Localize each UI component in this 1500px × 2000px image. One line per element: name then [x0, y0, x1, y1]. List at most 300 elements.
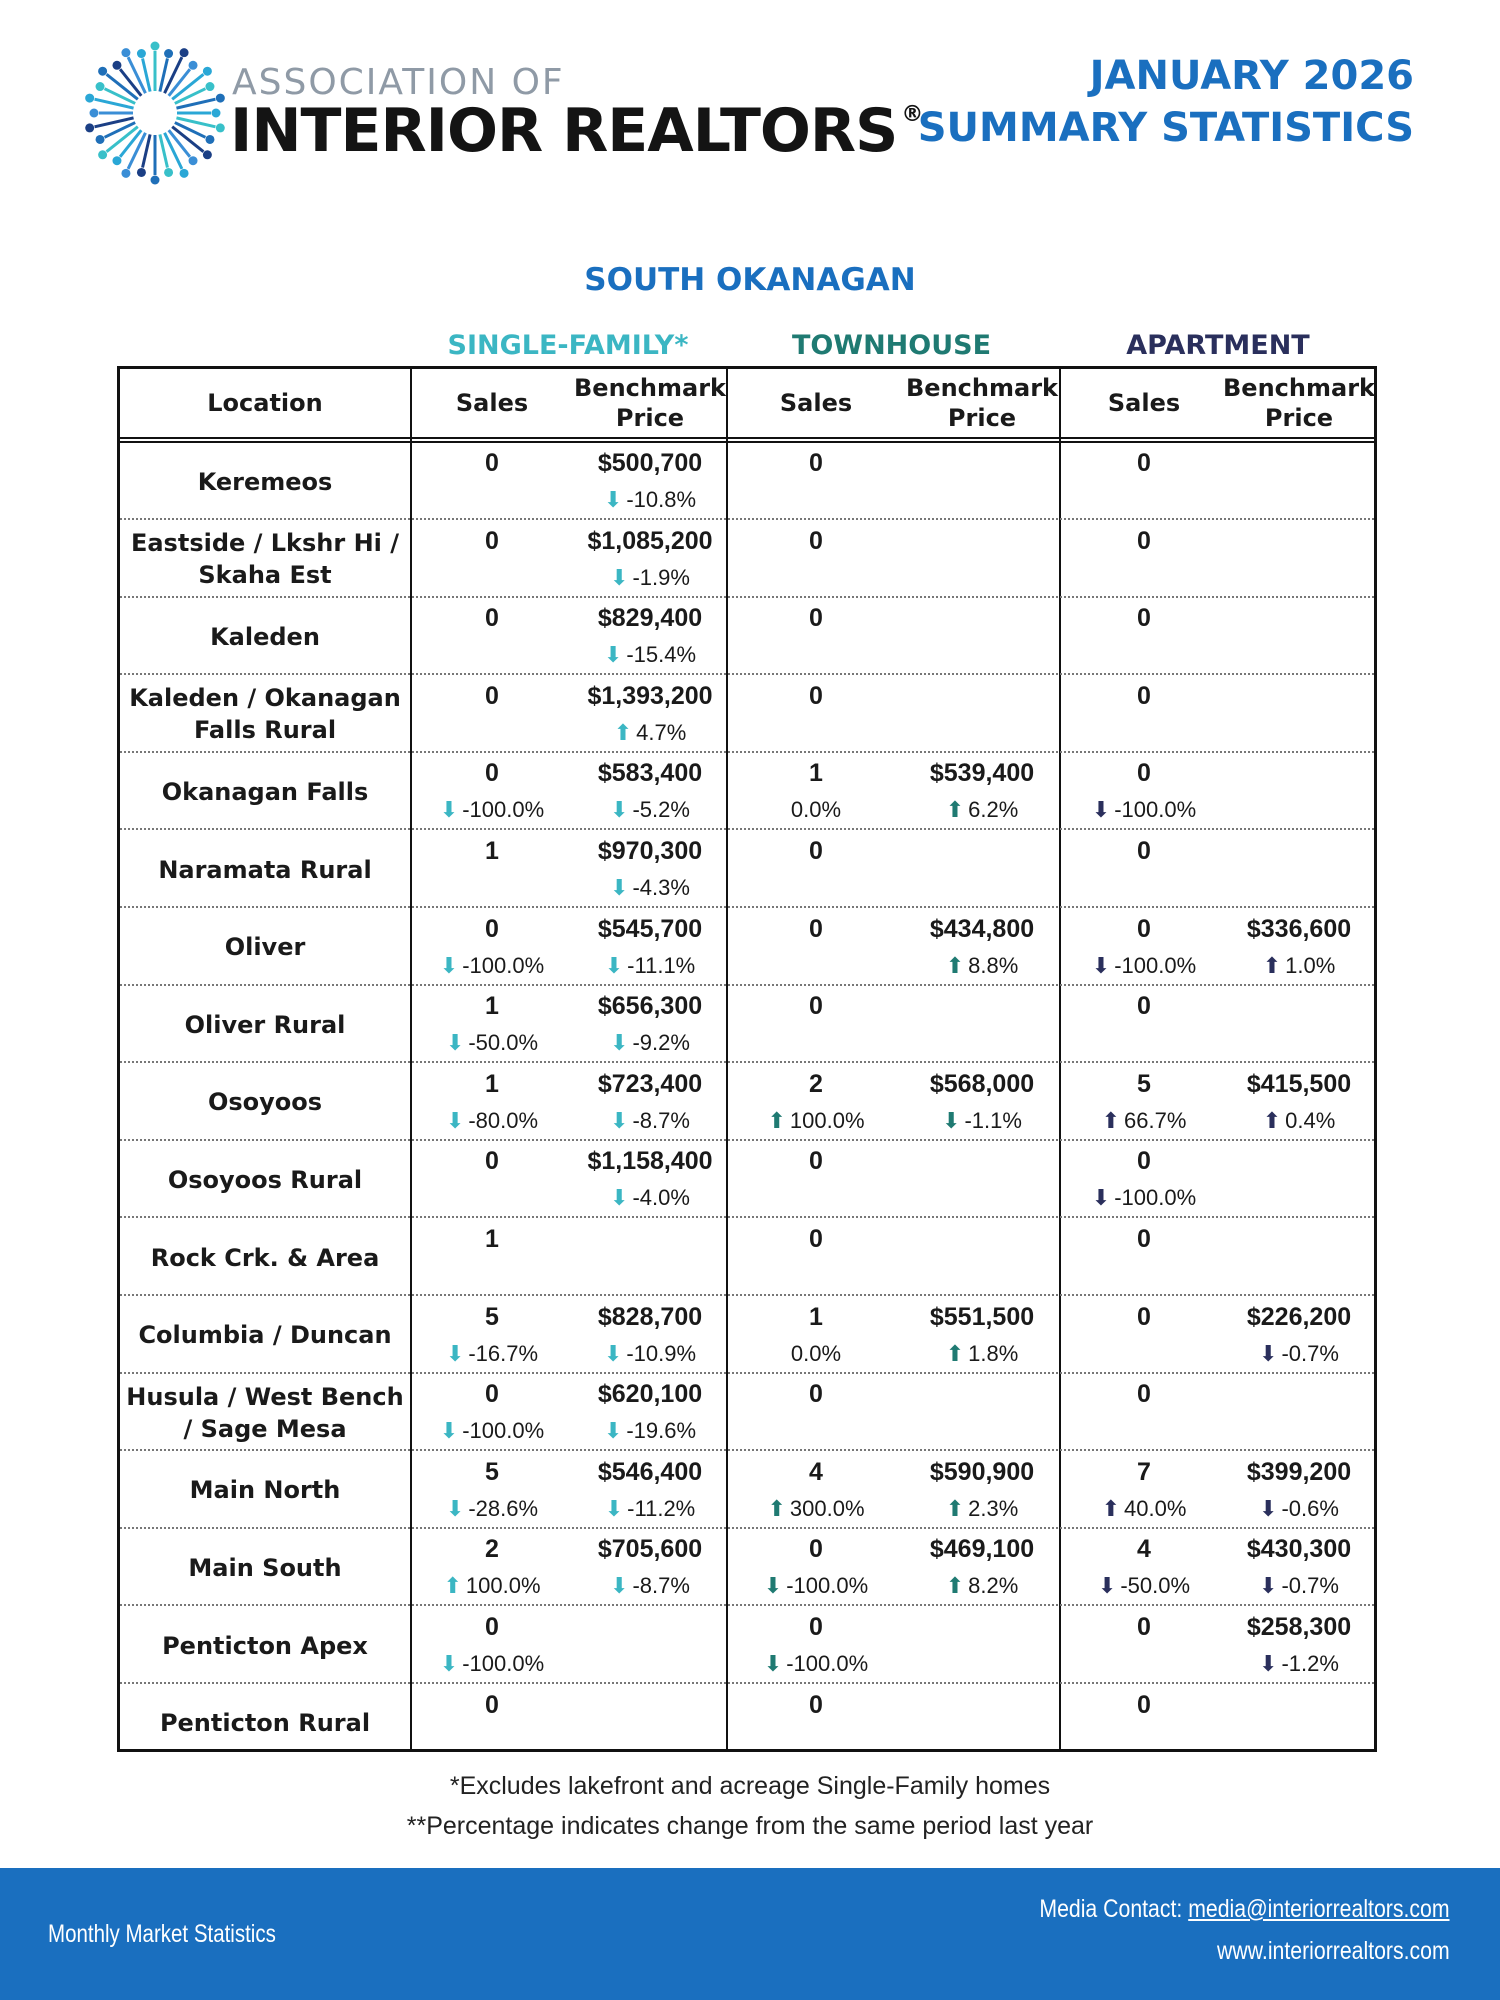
ap-sales-value: 0 [1137, 992, 1151, 1021]
th-price-cell [902, 521, 1062, 598]
th-sales-value: 0 [809, 1225, 823, 1253]
arrow-down-icon: ⬇ [445, 1495, 465, 1521]
ap-price-cell [1224, 1064, 1374, 1141]
logo-line-2 [230, 96, 922, 166]
location-name: Osoyoos Rural [167, 1165, 363, 1194]
sf-price-value: $970,300 [597, 837, 703, 865]
sf-sales-value: 1 [485, 1225, 499, 1253]
table-row [120, 753, 1374, 830]
change-percent: -28.6% [468, 1495, 539, 1521]
logo-line-1: ASSOCIATION OF [232, 62, 565, 103]
ap-sales-cell [1064, 1064, 1224, 1141]
location-name: Main South [188, 1553, 342, 1582]
th-price-value: $590,900 [929, 1457, 1035, 1486]
th-sales-value: 0 [809, 1535, 823, 1564]
sf-price-change [572, 487, 728, 513]
sf-sales-cell [412, 521, 572, 598]
ap-sales-change [1064, 1573, 1224, 1599]
location-name: Penticton Apex [162, 1631, 368, 1660]
ap-price-cell [1224, 676, 1374, 753]
th-sales-cell [730, 676, 902, 753]
arrow-down-icon: ⬇ [610, 564, 629, 590]
change-percent: 4.7% [636, 719, 687, 745]
sf-sales-value: 5 [485, 1302, 499, 1331]
location-name: Main North [189, 1476, 341, 1505]
arrow-up-icon: ⬆ [945, 1573, 965, 1599]
th-sales-change [730, 1573, 902, 1599]
sf-price-change [572, 953, 728, 979]
location-name: Keremeos [197, 467, 333, 496]
change-percent: -100.0% [462, 797, 545, 823]
ap-sales-value: 0 [1137, 1380, 1151, 1409]
ap-sales-value: 0 [1137, 1225, 1151, 1253]
change-percent: -100.0% [786, 1651, 869, 1676]
th-sales-value: 1 [809, 1302, 823, 1331]
th-sales-cell [730, 443, 902, 520]
arrow-down-icon: ⬇ [445, 1030, 465, 1056]
table-row [120, 521, 1374, 598]
location-name: Oliver [224, 933, 306, 962]
sf-sales-value: 0 [485, 1613, 499, 1641]
ap-sales-cell [1064, 1685, 1224, 1762]
ap-sales-cell [1064, 1529, 1224, 1606]
sf-sales-cell [412, 1297, 572, 1374]
table-row [120, 1219, 1374, 1296]
ap-sales-cell [1064, 753, 1224, 830]
sf-sales-value: 0 [485, 449, 499, 477]
ap-price-cell [1224, 443, 1374, 520]
arrow-up-icon: ⬆ [1262, 1107, 1282, 1133]
change-percent: 0.0% [790, 1340, 842, 1366]
th-price-change [902, 797, 1062, 823]
change-percent: -100.0% [786, 1573, 869, 1599]
th-price-cell [902, 986, 1062, 1063]
arrow-up-icon: ⬆ [767, 1495, 786, 1521]
th-price-cell [902, 443, 1062, 520]
header-benchmark-line1: Benchmark [1223, 374, 1375, 402]
website-link[interactable]: www.interiorrealtors.com [1217, 1937, 1450, 1965]
table-row [120, 1297, 1374, 1374]
sf-sales-value: 5 [485, 1457, 499, 1486]
ap-price-cell [1224, 1219, 1374, 1296]
footnotes [0, 1766, 1500, 1846]
ap-price-value: $258,300 [1246, 1613, 1352, 1641]
sf-price-cell [572, 521, 728, 598]
change-percent: -0.6% [1281, 1495, 1339, 1521]
header-benchmark-line2: Price [947, 404, 1017, 432]
change-percent: -1.1% [964, 1107, 1022, 1133]
sf-sales-cell [412, 831, 572, 908]
location-name: Columbia / Duncan [138, 1321, 392, 1350]
sf-price-value: $500,700 [597, 449, 703, 477]
ap-price-value: $336,600 [1246, 914, 1352, 943]
ap-price-value: $430,300 [1246, 1535, 1352, 1564]
th-sales-value: 2 [809, 1069, 823, 1098]
ap-price-cell [1224, 1607, 1374, 1684]
location-name: Eastside / Lkshr Hi / Skaha Est [130, 529, 400, 590]
sf-price-value: $546,400 [597, 1457, 703, 1486]
ap-price-cell [1224, 909, 1374, 986]
th-sales-value: 0 [809, 1613, 823, 1641]
sf-price-cell [572, 1452, 728, 1529]
sf-price-cell [572, 909, 728, 986]
ap-sales-cell [1064, 1141, 1224, 1218]
th-sales-change [730, 1496, 902, 1522]
sf-price-change [572, 1341, 728, 1367]
footnote-1: *Excludes lakefront and acreage Single-Family homes [449, 1772, 1051, 1800]
arrow-up-icon: ⬆ [443, 1573, 462, 1599]
header-benchmark-line1: Benchmark [574, 374, 726, 402]
th-price-cell [902, 1452, 1062, 1529]
arrow-down-icon: ⬇ [603, 1418, 623, 1444]
footer-left-text: Monthly Market Statistics [48, 1920, 276, 1948]
sf-price-change [572, 1496, 728, 1522]
sf-price-value: $583,400 [597, 759, 703, 788]
th-price-value: $434,800 [929, 914, 1035, 943]
sf-price-change [572, 1030, 728, 1056]
sf-sales-cell [412, 1374, 572, 1451]
change-percent: -15.4% [626, 642, 697, 668]
association-logo [80, 38, 923, 188]
ap-sales-value: 0 [1137, 759, 1151, 788]
sf-sales-cell [412, 986, 572, 1063]
th-sales-cell [730, 1607, 902, 1684]
th-price-cell [902, 1297, 1062, 1374]
arrow-up-icon: ⬆ [767, 1107, 786, 1133]
header-ap-sales: Sales [1107, 389, 1181, 417]
ap-sales-cell [1064, 1452, 1224, 1529]
sf-sales-value: 0 [485, 681, 499, 710]
location-name: Kaleden [210, 622, 320, 651]
table-row [120, 831, 1374, 908]
sf-sales-change [412, 1496, 572, 1522]
th-sales-change [730, 1651, 902, 1677]
arrow-down-icon: ⬇ [1259, 1495, 1278, 1521]
th-sales-value: 0 [809, 1147, 823, 1176]
th-sales-cell [730, 1529, 902, 1606]
ap-sales-cell [1064, 986, 1224, 1063]
th-sales-cell [730, 1297, 902, 1374]
category-single-family: SINGLE-FAMILY* [447, 330, 689, 361]
sf-sales-cell [412, 909, 572, 986]
th-sales-value: 1 [809, 759, 823, 788]
location-name: Rock Crk. & Area [150, 1243, 380, 1272]
ap-sales-cell [1064, 443, 1224, 520]
ap-price-cell [1224, 986, 1374, 1063]
ap-sales-value: 0 [1137, 681, 1151, 710]
th-sales-change [730, 1341, 902, 1367]
sf-sales-cell [412, 1685, 572, 1762]
ap-price-cell [1224, 1452, 1374, 1529]
sf-sales-cell [412, 1452, 572, 1529]
sf-sales-value: 0 [485, 914, 499, 943]
sf-sales-value: 0 [485, 1147, 499, 1176]
table-row [120, 1529, 1374, 1606]
change-percent: -1.2% [1281, 1651, 1339, 1676]
change-percent: -0.7% [1281, 1573, 1339, 1599]
location-name: Oliver Rural [184, 1010, 346, 1039]
th-price-cell [902, 831, 1062, 908]
change-percent: -16.7% [468, 1340, 539, 1366]
arrow-up-icon: ⬆ [945, 1340, 965, 1366]
ap-sales-cell [1064, 831, 1224, 908]
location-name: Okanagan Falls [161, 777, 369, 806]
th-sales-cell [730, 909, 902, 986]
arrow-down-icon: ⬇ [604, 1495, 624, 1521]
arrow-down-icon: ⬇ [439, 797, 459, 823]
header-benchmark-line2: Price [615, 404, 685, 432]
media-contact-label: Media Contact: [1039, 1895, 1189, 1923]
arrow-down-icon: ⬇ [445, 1340, 465, 1366]
table-row [120, 1685, 1374, 1762]
th-price-cell [902, 1374, 1062, 1451]
ap-sales-cell [1064, 1374, 1224, 1451]
media-email-link[interactable]: media@interiorrealtors.com [1188, 1895, 1450, 1923]
change-percent: 40.0% [1124, 1495, 1187, 1521]
sf-sales-value: 0 [485, 1690, 499, 1719]
th-price-value: $469,100 [929, 1535, 1035, 1564]
sf-sales-value: 1 [485, 1069, 499, 1098]
sf-price-cell [572, 1607, 728, 1684]
ap-price-change [1224, 1108, 1374, 1134]
change-percent: 100.0% [465, 1573, 541, 1599]
th-price-cell [902, 1685, 1062, 1762]
th-price-cell [902, 753, 1062, 830]
sf-sales-value: 0 [485, 604, 499, 633]
arrow-down-icon: ⬇ [1091, 797, 1111, 823]
sf-price-cell [572, 1529, 728, 1606]
change-percent: -5.2% [632, 797, 690, 823]
table-row [120, 1374, 1374, 1451]
th-sales-change [730, 1108, 902, 1134]
ap-price-cell [1224, 521, 1374, 598]
ap-sales-cell [1064, 1607, 1224, 1684]
th-sales-cell [730, 1064, 902, 1141]
ap-price-change [1224, 1341, 1374, 1367]
th-price-cell [902, 1607, 1062, 1684]
sf-sales-cell [412, 1064, 572, 1141]
th-price-cell [902, 598, 1062, 675]
change-percent: 0.4% [1285, 1107, 1336, 1133]
th-price-cell [902, 1141, 1062, 1218]
ap-sales-change [1064, 1108, 1224, 1134]
footer-contact [967, 1888, 1450, 1972]
arrow-down-icon: ⬇ [439, 1418, 459, 1444]
ap-sales-value: 0 [1137, 1302, 1151, 1331]
media-contact [1040, 1888, 1450, 1930]
arrow-down-icon: ⬇ [603, 487, 623, 512]
th-sales-change [730, 797, 902, 823]
sf-price-value: $1,393,200 [587, 681, 713, 710]
sf-sales-value: 1 [485, 992, 499, 1021]
table-row [120, 1452, 1374, 1529]
th-sales-cell [730, 598, 902, 675]
th-price-change [902, 953, 1062, 979]
ap-price-cell [1224, 598, 1374, 675]
sf-sales-cell [412, 443, 572, 520]
sf-price-cell [572, 1064, 728, 1141]
ap-price-value: $415,500 [1246, 1069, 1352, 1098]
arrow-down-icon: ⬇ [1259, 1573, 1278, 1599]
header-th-sales: Sales [779, 389, 853, 417]
change-percent: -8.7% [632, 1573, 690, 1599]
sf-price-change [572, 1418, 728, 1444]
ap-sales-cell [1064, 521, 1224, 598]
sf-sales-cell [412, 753, 572, 830]
ap-sales-cell [1064, 1297, 1224, 1374]
th-price-cell [902, 1064, 1062, 1141]
change-percent: -50.0% [468, 1030, 539, 1056]
sf-price-cell [572, 986, 728, 1063]
arrow-down-icon: ⬇ [942, 1107, 961, 1133]
change-percent: 6.2% [968, 797, 1019, 823]
th-sales-cell [730, 1452, 902, 1529]
ap-price-value: $399,200 [1246, 1457, 1352, 1486]
arrow-down-icon: ⬇ [610, 797, 629, 823]
ap-sales-cell [1064, 676, 1224, 753]
ap-sales-value: 0 [1137, 1690, 1151, 1719]
header-ap-benchmark [1224, 369, 1374, 437]
ap-sales-change [1064, 797, 1224, 823]
location-name: Naramata Rural [158, 855, 372, 884]
sf-price-cell [572, 1685, 728, 1762]
th-sales-value: 0 [809, 914, 823, 943]
header-sf-benchmark [572, 369, 728, 437]
sf-sales-change [412, 953, 572, 979]
header-benchmark-line2: Price [1264, 404, 1334, 432]
ap-price-cell [1224, 1685, 1374, 1762]
arrow-down-icon: ⬇ [445, 1107, 465, 1133]
change-percent: -100.0% [462, 952, 545, 978]
table-row [120, 443, 1374, 520]
change-percent: -4.3% [632, 875, 690, 900]
ap-sales-value: 0 [1137, 837, 1151, 865]
category-apartment: APARTMENT [1126, 330, 1310, 361]
table-row [120, 1607, 1374, 1684]
th-sales-cell [730, 1219, 902, 1296]
change-percent: -50.0% [1120, 1573, 1191, 1599]
change-percent: -9.2% [632, 1030, 690, 1056]
sf-price-change [572, 1185, 728, 1211]
change-percent: 8.8% [968, 952, 1019, 978]
ap-sales-change [1064, 1185, 1224, 1211]
sf-sales-cell [412, 1141, 572, 1218]
table-row [120, 676, 1374, 753]
change-percent: -10.9% [626, 1340, 697, 1366]
arrow-up-icon: ⬆ [613, 719, 633, 745]
header-location: Location [207, 389, 323, 417]
th-price-cell [902, 1529, 1062, 1606]
th-price-change [902, 1496, 1062, 1522]
location-name: Osoyoos [207, 1088, 323, 1117]
th-sales-value: 0 [809, 1690, 823, 1719]
starburst-logo-icon [80, 38, 230, 188]
report-title-date: JANUARY 2026 [1089, 53, 1414, 99]
th-price-value: $551,500 [929, 1302, 1035, 1331]
th-sales-cell [730, 1685, 902, 1762]
ap-price-value: $226,200 [1246, 1302, 1352, 1331]
table-row [120, 1064, 1374, 1141]
location-name: Kaleden / Okanagan Falls Rural [129, 684, 401, 745]
th-sales-value: 0 [809, 837, 823, 865]
arrow-down-icon: ⬇ [1091, 952, 1111, 978]
change-percent: -8.7% [632, 1107, 690, 1133]
arrow-down-icon: ⬇ [763, 1651, 783, 1676]
ap-sales-change [1064, 953, 1224, 979]
change-percent: 2.3% [968, 1495, 1019, 1521]
th-sales-value: 0 [809, 1380, 823, 1409]
arrow-down-icon: ⬇ [610, 1030, 629, 1056]
sf-price-cell [572, 1141, 728, 1218]
change-percent: -19.6% [626, 1418, 697, 1444]
sf-price-cell [572, 598, 728, 675]
ap-sales-cell [1064, 909, 1224, 986]
ap-sales-value: 0 [1137, 1613, 1151, 1641]
change-percent: -11.1% [627, 952, 696, 978]
ap-sales-change [1064, 1496, 1224, 1522]
sf-sales-value: 0 [485, 759, 499, 788]
sf-price-value: $723,400 [597, 1069, 703, 1098]
th-sales-cell [730, 1374, 902, 1451]
arrow-down-icon: ⬇ [439, 952, 459, 978]
header-sf-sales: Sales [455, 389, 529, 417]
location-name: Penticton Rural [159, 1709, 371, 1738]
sf-price-cell [572, 1374, 728, 1451]
change-percent: -100.0% [1114, 797, 1197, 823]
th-price-value: $568,000 [929, 1069, 1035, 1098]
change-percent: -80.0% [468, 1107, 539, 1133]
arrow-down-icon: ⬇ [610, 875, 629, 900]
sf-price-change [572, 1573, 728, 1599]
th-price-change [902, 1573, 1062, 1599]
th-price-cell [902, 909, 1062, 986]
ap-sales-value: 4 [1137, 1535, 1151, 1564]
sf-price-value: $828,700 [597, 1302, 703, 1331]
sf-sales-change [412, 797, 572, 823]
region-title: SOUTH OKANAGAN [584, 262, 916, 298]
change-percent: 66.7% [1124, 1107, 1187, 1133]
arrow-down-icon: ⬇ [1091, 1185, 1111, 1211]
ap-sales-value: 0 [1137, 449, 1151, 477]
ap-sales-value: 0 [1137, 604, 1151, 633]
table-row [120, 1141, 1374, 1218]
table-header [120, 369, 1374, 443]
sf-price-change [572, 1108, 728, 1134]
ap-price-change [1224, 1651, 1374, 1677]
ap-price-cell [1224, 831, 1374, 908]
ap-sales-value: 0 [1137, 526, 1151, 555]
sf-sales-value: 1 [485, 837, 499, 865]
ap-sales-cell [1064, 1219, 1224, 1296]
arrow-down-icon: ⬇ [610, 1185, 629, 1211]
sf-price-value: $705,600 [597, 1535, 703, 1564]
location-name: Husula / West Bench / Sage Mesa [126, 1382, 404, 1443]
header-th-benchmark [902, 369, 1062, 437]
ap-price-cell [1224, 1141, 1374, 1218]
sf-sales-change [412, 1341, 572, 1367]
change-percent: 1.0% [1285, 952, 1336, 978]
sf-price-value: $1,158,400 [587, 1147, 713, 1176]
sf-price-cell [572, 1219, 728, 1296]
arrow-up-icon: ⬆ [1101, 1495, 1121, 1521]
sf-price-cell [572, 676, 728, 753]
ap-price-change [1224, 1573, 1374, 1599]
ap-sales-value: 0 [1137, 914, 1151, 943]
sf-price-cell [572, 443, 728, 520]
sf-price-value: $545,700 [597, 914, 703, 943]
th-price-change [902, 1108, 1062, 1134]
arrow-down-icon: ⬇ [610, 1573, 629, 1599]
